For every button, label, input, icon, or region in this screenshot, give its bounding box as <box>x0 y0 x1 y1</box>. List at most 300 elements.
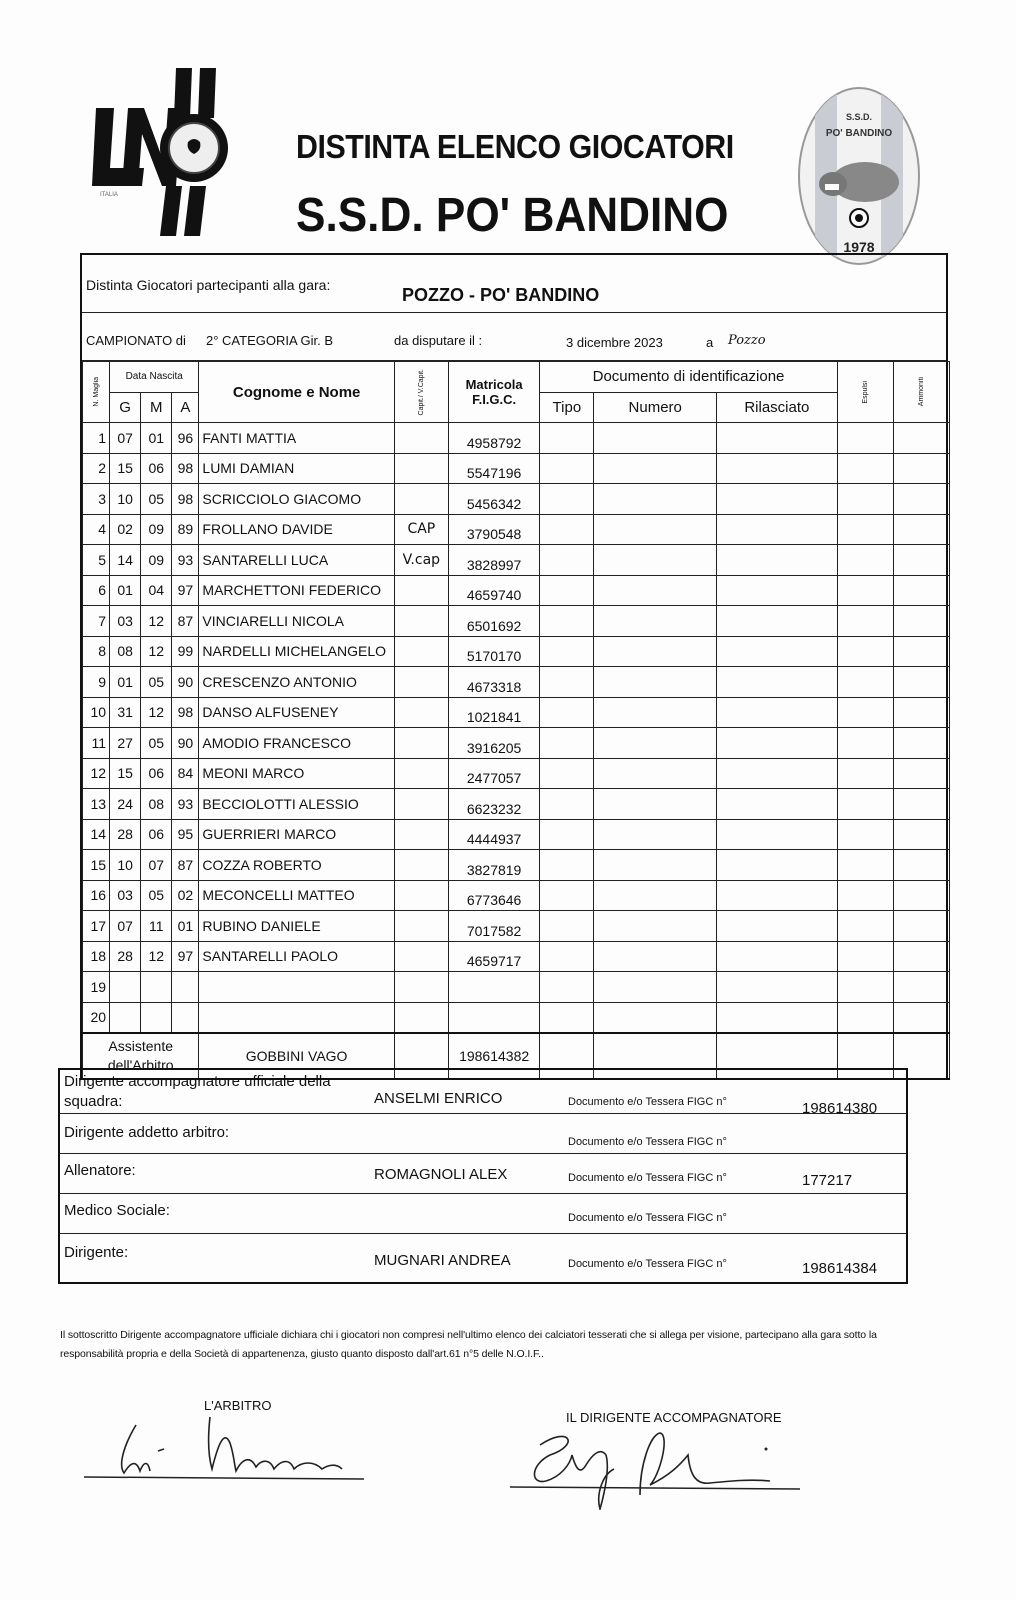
officials-block <box>58 1068 908 1284</box>
doc-number <box>594 941 717 972</box>
doc-type <box>540 545 594 576</box>
booked <box>893 941 949 972</box>
player-name: DANSO ALFUSENEY <box>199 697 394 728</box>
birth-month: 09 <box>141 545 172 576</box>
player-row <box>83 850 950 881</box>
doc-number <box>594 819 717 850</box>
svg-text:ITALIA: ITALIA <box>100 192 118 198</box>
sent-off <box>837 972 893 1003</box>
player-name: SCRICCIOLO GIACOMO <box>199 484 394 515</box>
captain-mark <box>394 636 448 667</box>
booked <box>893 484 949 515</box>
doc-number <box>594 728 717 759</box>
manager-signature-label: IL DIRIGENTE ACCOMPAGNATORE <box>566 1410 782 1425</box>
header-doc-issued: Rilasciato <box>717 392 838 423</box>
header-document: Documento di identificazione <box>540 362 837 393</box>
header-month: M <box>141 392 172 423</box>
player-row <box>83 514 950 545</box>
doc-issued <box>717 545 838 576</box>
player-name: SANTARELLI LUCA <box>199 545 394 576</box>
player-name: MEONI MARCO <box>199 758 394 789</box>
sent-off <box>837 1002 893 1033</box>
official-role: Medico Sociale: <box>64 1202 170 1219</box>
sent-off <box>837 850 893 881</box>
shirt-number: 12 <box>83 758 110 789</box>
player-matricola <box>448 972 539 1003</box>
player-name <box>199 972 394 1003</box>
official-doc-label: Documento e/o Tessera FIGC n° <box>568 1096 727 1108</box>
player-name: RUBINO DANIELE <box>199 911 394 942</box>
birth-month: 01 <box>141 423 172 454</box>
birth-day: 07 <box>110 423 141 454</box>
championship-value: 2° CATEGORIA Gir. B <box>206 333 334 348</box>
header-year: A <box>172 392 199 423</box>
header-birth-date: Data Nascita <box>110 362 199 393</box>
official-doc-label: Documento e/o Tessera FIGC n° <box>568 1258 727 1270</box>
birth-year: 96 <box>172 423 199 454</box>
official-role: Dirigente: <box>64 1244 129 1261</box>
captain-mark <box>394 941 448 972</box>
doc-number <box>594 972 717 1003</box>
shirt-number: 4 <box>83 514 110 545</box>
captain-mark <box>394 880 448 911</box>
shirt-number: 7 <box>83 606 110 637</box>
doc-number <box>594 697 717 728</box>
captain-mark <box>394 911 448 942</box>
sent-off <box>837 819 893 850</box>
booked <box>893 758 949 789</box>
birth-month <box>141 1002 172 1033</box>
booked <box>893 819 949 850</box>
birth-month: 12 <box>141 606 172 637</box>
header-doc-number: Numero <box>594 392 717 423</box>
doc-type <box>540 789 594 820</box>
birth-day: 24 <box>110 789 141 820</box>
doc-issued <box>717 484 838 515</box>
shirt-number: 14 <box>83 819 110 850</box>
doc-type <box>540 606 594 637</box>
player-matricola: 6501692 <box>448 606 539 637</box>
assistant-matricola: 198614382 <box>448 1033 539 1079</box>
header-day: G <box>110 392 141 423</box>
birth-month: 07 <box>141 850 172 881</box>
doc-type <box>540 484 594 515</box>
club-crest-icon <box>795 84 923 268</box>
sent-off <box>837 575 893 606</box>
birth-year: 99 <box>172 636 199 667</box>
official-person: ANSELMI ENRICO <box>374 1090 503 1107</box>
shirt-number: 20 <box>83 1002 110 1033</box>
official-row <box>60 1154 906 1194</box>
birth-day: 03 <box>110 880 141 911</box>
player-matricola: 4659717 <box>448 941 539 972</box>
player-matricola: 4659740 <box>448 575 539 606</box>
captain-mark <box>394 423 448 454</box>
birth-day: 03 <box>110 606 141 637</box>
date-label: da disputare il : <box>394 333 483 348</box>
captain-mark <box>394 575 448 606</box>
doc-issued <box>717 453 838 484</box>
official-doc-number: 198614380 <box>802 1100 878 1117</box>
doc-type <box>540 819 594 850</box>
doc-issued <box>717 728 838 759</box>
doc-issued <box>717 972 838 1003</box>
player-matricola: 1021841 <box>448 697 539 728</box>
doc-type <box>540 941 594 972</box>
captain-mark <box>394 850 448 881</box>
player-row <box>83 484 950 515</box>
birth-day: 28 <box>110 819 141 850</box>
official-row <box>60 1114 906 1154</box>
player-row <box>83 819 950 850</box>
booked <box>893 972 949 1003</box>
doc-issued <box>717 606 838 637</box>
player-name: MECONCELLI MATTEO <box>199 880 394 911</box>
match-label: Distinta Giocatori partecipanti alla gara: <box>86 277 331 293</box>
birth-month <box>141 972 172 1003</box>
birth-month: 05 <box>141 484 172 515</box>
header-doc-type: Tipo <box>540 392 594 423</box>
birth-year <box>172 972 199 1003</box>
booked <box>893 667 949 698</box>
player-row <box>83 1002 950 1033</box>
player-name: FANTI MATTIA <box>199 423 394 454</box>
doc-type <box>540 575 594 606</box>
official-doc-label: Documento e/o Tessera FIGC n° <box>568 1136 727 1148</box>
birth-day: 10 <box>110 850 141 881</box>
shirt-number: 13 <box>83 789 110 820</box>
place-prefix: a <box>706 335 714 350</box>
official-doc-number: 198614384 <box>802 1260 878 1277</box>
official-row <box>60 1194 906 1234</box>
sent-off <box>837 697 893 728</box>
doc-number <box>594 758 717 789</box>
player-matricola: 6623232 <box>448 789 539 820</box>
assistant-label: Assistente dell'Arbitro <box>83 1033 199 1079</box>
birth-month: 08 <box>141 789 172 820</box>
official-doc-label: Documento e/o Tessera FIGC n° <box>568 1212 727 1224</box>
doc-number <box>594 667 717 698</box>
booked <box>893 1002 949 1033</box>
sent-off <box>837 789 893 820</box>
sent-off <box>837 758 893 789</box>
birth-year: 98 <box>172 697 199 728</box>
doc-type <box>540 453 594 484</box>
birth-month: 05 <box>141 728 172 759</box>
svg-text:S.S.D.: S.S.D. <box>845 112 873 122</box>
player-name: CRESCENZO ANTONIO <box>199 667 394 698</box>
birth-year: 90 <box>172 728 199 759</box>
official-doc-label: Documento e/o Tessera FIGC n° <box>568 1172 727 1184</box>
booked <box>893 453 949 484</box>
booked <box>893 636 949 667</box>
sent-off <box>837 484 893 515</box>
player-row <box>83 758 950 789</box>
shirt-number: 1 <box>83 423 110 454</box>
doc-type <box>540 423 594 454</box>
birth-month: 06 <box>141 453 172 484</box>
birth-year: 93 <box>172 545 199 576</box>
shirt-number: 11 <box>83 728 110 759</box>
birth-year: 87 <box>172 850 199 881</box>
player-row <box>83 575 950 606</box>
doc-issued <box>717 941 838 972</box>
captain-mark <box>394 453 448 484</box>
match-row <box>82 255 946 313</box>
doc-number <box>594 850 717 881</box>
player-name: AMODIO FRANCESCO <box>199 728 394 759</box>
player-name: GUERRIERI MARCO <box>199 819 394 850</box>
captain-mark <box>394 789 448 820</box>
birth-month: 09 <box>141 514 172 545</box>
shirt-number: 19 <box>83 972 110 1003</box>
captain-mark <box>394 728 448 759</box>
player-row <box>83 667 950 698</box>
official-person: ROMAGNOLI ALEX <box>374 1166 508 1183</box>
player-row <box>83 423 950 454</box>
sent-off <box>837 667 893 698</box>
header-espulsi: Espulsi <box>837 362 893 423</box>
referee-signature-icon <box>84 1415 374 1485</box>
sent-off <box>837 606 893 637</box>
shirt-number: 18 <box>83 941 110 972</box>
shirt-number: 5 <box>83 545 110 576</box>
doc-number <box>594 606 717 637</box>
booked <box>893 880 949 911</box>
player-row <box>83 972 950 1003</box>
player-row <box>83 941 950 972</box>
birth-year: 90 <box>172 667 199 698</box>
birth-month: 12 <box>141 636 172 667</box>
doc-issued <box>717 423 838 454</box>
player-matricola: 5456342 <box>448 484 539 515</box>
official-role: Dirigente accompagnatore ufficiale della squadra: <box>64 1073 331 1110</box>
player-name: SANTARELLI PAOLO <box>199 941 394 972</box>
doc-type <box>540 728 594 759</box>
player-name: MARCHETTONI FEDERICO <box>199 575 394 606</box>
player-matricola: 4444937 <box>448 819 539 850</box>
birth-year <box>172 1002 199 1033</box>
shirt-number: 10 <box>83 697 110 728</box>
official-doc-number: 177217 <box>802 1172 853 1189</box>
official-role: Allenatore: <box>64 1162 136 1179</box>
doc-number <box>594 545 717 576</box>
championship-row <box>82 313 946 361</box>
doc-number <box>594 636 717 667</box>
birth-month: 04 <box>141 575 172 606</box>
booked <box>893 514 949 545</box>
birth-month: 06 <box>141 819 172 850</box>
player-row <box>83 911 950 942</box>
sent-off <box>837 423 893 454</box>
shirt-number: 16 <box>83 880 110 911</box>
match-value: POZZO - PO' BANDINO <box>402 285 600 305</box>
player-list-sheet <box>80 253 948 1080</box>
birth-day <box>110 972 141 1003</box>
sent-off <box>837 545 893 576</box>
player-matricola: 3827819 <box>448 850 539 881</box>
birth-year: 95 <box>172 819 199 850</box>
header-captain: Capit./ V.Capit. <box>394 362 448 423</box>
birth-day: 14 <box>110 545 141 576</box>
player-matricola: 3790548 <box>448 514 539 545</box>
championship-label: CAMPIONATO di <box>86 333 186 348</box>
doc-issued <box>717 697 838 728</box>
doc-number <box>594 575 717 606</box>
booked <box>893 697 949 728</box>
player-matricola: 3916205 <box>448 728 539 759</box>
doc-type <box>540 972 594 1003</box>
player-matricola: 6773646 <box>448 880 539 911</box>
doc-issued <box>717 514 838 545</box>
shirt-number: 9 <box>83 667 110 698</box>
doc-issued <box>717 911 838 942</box>
birth-year: 89 <box>172 514 199 545</box>
doc-issued <box>717 575 838 606</box>
sent-off <box>837 728 893 759</box>
official-row <box>60 1234 906 1282</box>
official-row <box>60 1070 906 1117</box>
birth-month: 12 <box>141 941 172 972</box>
captain-mark <box>394 758 448 789</box>
doc-type <box>540 911 594 942</box>
lnd-logo-icon <box>92 68 232 238</box>
doc-type <box>540 636 594 667</box>
birth-month: 11 <box>141 911 172 942</box>
shirt-number: 2 <box>83 453 110 484</box>
birth-month: 12 <box>141 697 172 728</box>
captain-mark <box>394 697 448 728</box>
birth-year: 97 <box>172 575 199 606</box>
captain-mark: CAP <box>394 514 448 545</box>
doc-number <box>594 514 717 545</box>
player-matricola: 4673318 <box>448 667 539 698</box>
player-row <box>83 545 950 576</box>
birth-year: 87 <box>172 606 199 637</box>
birth-month: 05 <box>141 667 172 698</box>
header-matricola: Matricola F.I.G.C. <box>448 362 539 423</box>
assistant-name: GOBBINI VAGO <box>199 1033 394 1079</box>
birth-day: 27 <box>110 728 141 759</box>
birth-year: 98 <box>172 484 199 515</box>
player-row <box>83 789 950 820</box>
birth-year: 01 <box>172 911 199 942</box>
birth-day: 15 <box>110 758 141 789</box>
player-row <box>83 728 950 759</box>
official-role: Dirigente addetto arbitro: <box>64 1124 230 1141</box>
player-row <box>83 697 950 728</box>
doc-issued <box>717 880 838 911</box>
birth-day <box>110 1002 141 1033</box>
player-name: BECCIOLOTTI ALESSIO <box>199 789 394 820</box>
doc-number <box>594 484 717 515</box>
shirt-number: 15 <box>83 850 110 881</box>
doc-number <box>594 880 717 911</box>
birth-day: 02 <box>110 514 141 545</box>
sent-off <box>837 514 893 545</box>
doc-number <box>594 789 717 820</box>
captain-mark <box>394 667 448 698</box>
doc-type <box>540 880 594 911</box>
player-row <box>83 453 950 484</box>
captain-mark <box>394 972 448 1003</box>
player-row <box>83 636 950 667</box>
booked <box>893 545 949 576</box>
birth-day: 15 <box>110 453 141 484</box>
birth-month: 05 <box>141 880 172 911</box>
birth-day: 31 <box>110 697 141 728</box>
player-matricola: 5547196 <box>448 453 539 484</box>
birth-day: 01 <box>110 575 141 606</box>
captain-mark <box>394 606 448 637</box>
player-matricola: 4958792 <box>448 423 539 454</box>
booked <box>893 575 949 606</box>
player-name: LUMI DAMIAN <box>199 453 394 484</box>
player-name: VINCIARELLI NICOLA <box>199 606 394 637</box>
svg-text:PO' BANDINO: PO' BANDINO <box>825 128 893 139</box>
sent-off <box>837 941 893 972</box>
doc-issued <box>717 636 838 667</box>
doc-number <box>594 423 717 454</box>
doc-issued <box>717 1002 838 1033</box>
club-title: S.S.D. PO' BANDINO <box>296 189 729 242</box>
player-row <box>83 880 950 911</box>
header-name: Cognome e Nome <box>199 362 394 423</box>
svg-text:1978: 1978 <box>843 239 875 255</box>
doc-issued <box>717 850 838 881</box>
player-name: COZZA ROBERTO <box>199 850 394 881</box>
player-name <box>199 1002 394 1033</box>
captain-mark <box>394 1002 448 1033</box>
date-value: 3 dicembre 2023 <box>566 335 663 350</box>
declaration-text: Il sottoscritto Dirigente accompagnatore ufficiale dichiara chi i giocatori non compresi nell'ultimo elenco dei calciatori tesserati che si allega per visione, partecipano alla gara sotto la responsabilità propria e della Società di appartenenza, giusto quanto disposto dall'art.61 n°5 delle N.O.I.F.. <box>60 1329 877 1360</box>
doc-type <box>540 667 594 698</box>
booked <box>893 606 949 637</box>
doc-type <box>540 758 594 789</box>
player-matricola: 7017582 <box>448 911 539 942</box>
captain-mark <box>394 819 448 850</box>
booked <box>893 911 949 942</box>
manager-signature-icon <box>510 1425 810 1510</box>
player-matricola: 5170170 <box>448 636 539 667</box>
birth-day: 01 <box>110 667 141 698</box>
captain-mark: V.cap <box>394 545 448 576</box>
player-row <box>83 606 950 637</box>
sent-off <box>837 453 893 484</box>
birth-day: 08 <box>110 636 141 667</box>
place-value: Pozzo <box>728 333 766 348</box>
birth-year: 98 <box>172 453 199 484</box>
doc-issued <box>717 758 838 789</box>
doc-number <box>594 1002 717 1033</box>
doc-issued <box>717 789 838 820</box>
birth-day: 07 <box>110 911 141 942</box>
birth-month: 06 <box>141 758 172 789</box>
doc-number <box>594 453 717 484</box>
doc-type <box>540 850 594 881</box>
booked <box>893 728 949 759</box>
header-ammoniti: Ammoniti <box>893 362 949 423</box>
booked <box>893 423 949 454</box>
doc-type <box>540 1002 594 1033</box>
header-shirt-number: N. Maglia <box>83 362 110 423</box>
document-title: DISTINTA ELENCO GIOCATORI <box>296 128 734 165</box>
referee-signature-label: L'ARBITRO <box>204 1398 272 1413</box>
players-table <box>82 361 950 1080</box>
doc-issued <box>717 819 838 850</box>
player-name: FROLLANO DAVIDE <box>199 514 394 545</box>
shirt-number: 6 <box>83 575 110 606</box>
